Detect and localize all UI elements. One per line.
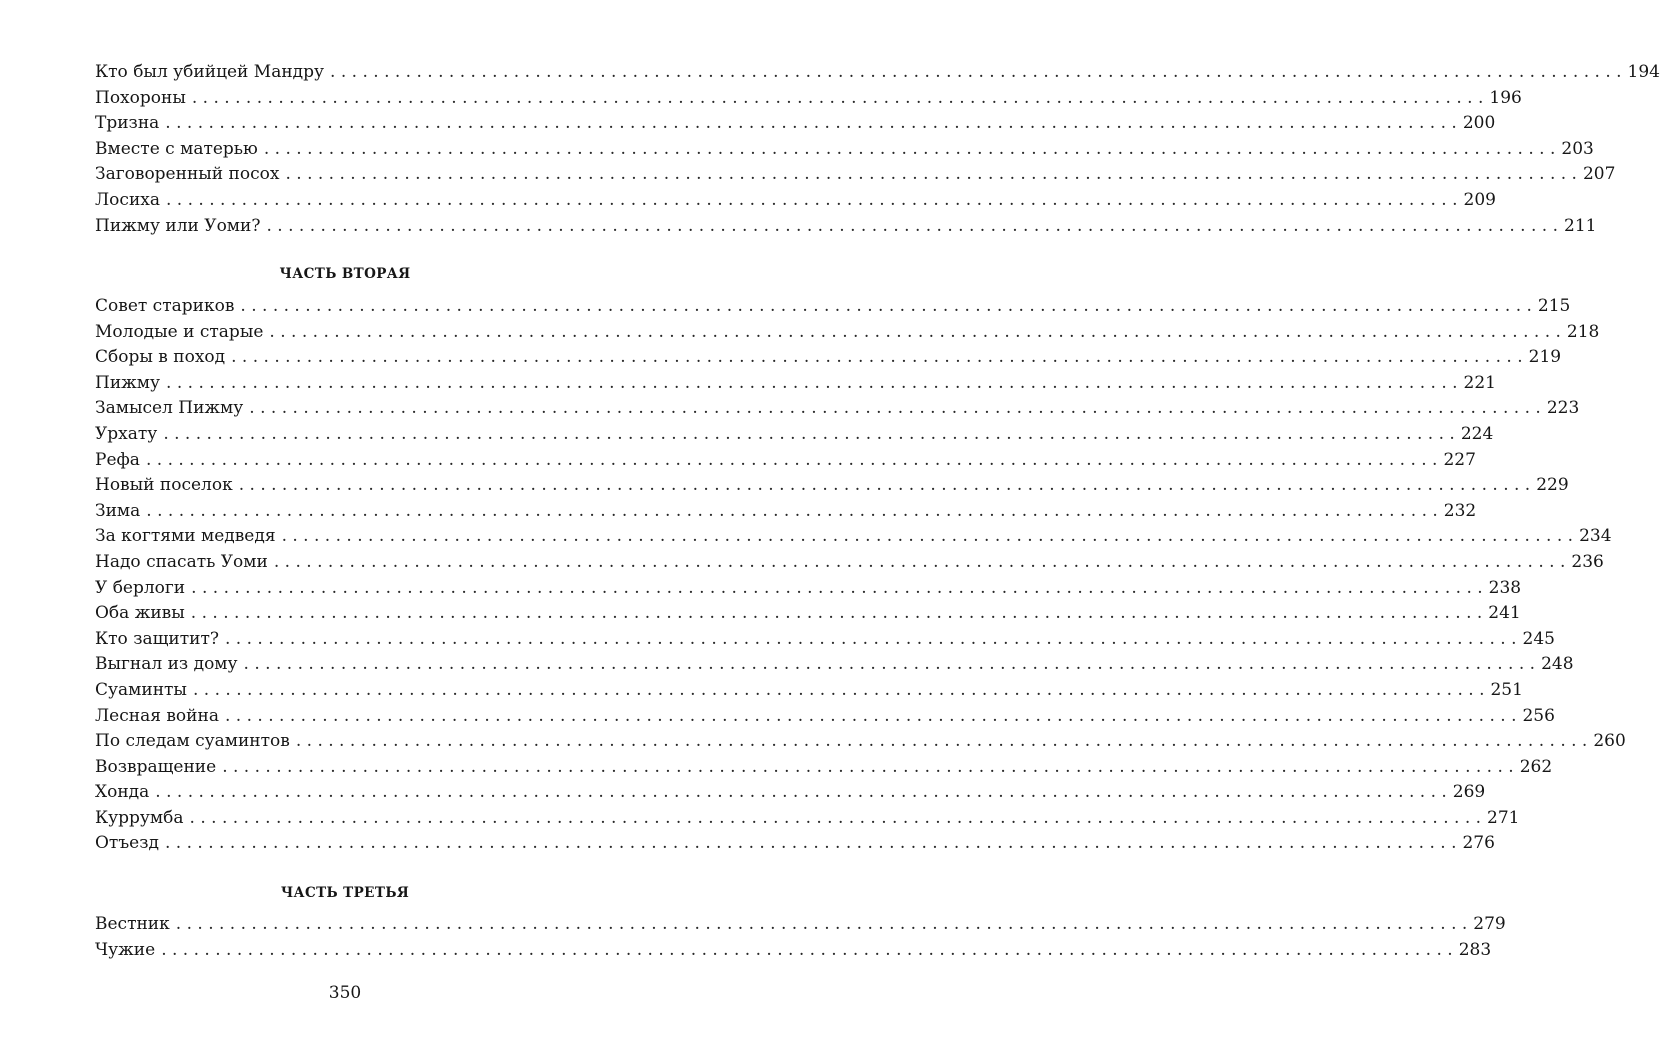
toc-entry (95, 524, 1612, 550)
dot-leader: . . . . . . . . . . . . . . . . . . . . . . . . . . . . . . . . . . . . . . . . . . . . . . . . . . . . . . . . . . . . . . . . . . . . . . . . . . . . . . . . . . . . . . . . . . . . . . . . . . . . . . . . . . . . . . . . . . . . . . . . (231, 347, 1523, 368)
entry-page-number: 229 (1536, 475, 1569, 496)
entry-page-number: 209 (1463, 189, 1496, 210)
entry-title: Куррумба (95, 807, 184, 828)
toc-entry (95, 371, 1496, 397)
toc-entry (95, 601, 1521, 627)
entry-title: Совет стариков (95, 296, 235, 316)
entry-page-number: 279 (1473, 914, 1506, 934)
dot-leader: . . . . . . . . . . . . . . . . . . . . . . . . . . . . . . . . . . . . . . . . . . . . . . . . . . . . . . . . . . . . . . . . . . . . . . . . . . . . . . . . . . . . . . . . . . . . . . . . . . . . . . . . . . . . . . . . . . . . . . . . (273, 551, 1566, 572)
entry-title: Хонда (95, 782, 150, 803)
toc-entry (95, 938, 1492, 964)
dot-leader: . . . . . . . . . . . . . . . . . . . . . . . . . . . . . . . . . . . . . . . . . . . . . . . . . . . . . . . . . . . . . . . . . . . . . . . . . . . . . . . . . . . . . . . . . . . . . . . . . . . . . . . . . . . . . . . . . . . . . . . . (243, 654, 1536, 675)
toc-entry (95, 294, 1571, 320)
toc-entry (95, 652, 1574, 678)
toc-entry (95, 345, 1562, 371)
entry-page-number: 223 (1546, 398, 1580, 419)
dot-leader: . . . . . . . . . . . . . . . . . . . . . . . . . . . . . . . . . . . . . . . . . . . . . . . . . . . . . . . . . . . . . . . . . . . . . . . . . . . . . . . . . . . . . . . . . . . . . . . . . . . . . . . . . . . . . . . . . . . . . . . . (225, 628, 1517, 649)
entry-page-number: 283 (1458, 939, 1492, 960)
toc-entry (95, 729, 1626, 755)
toc-entry (95, 214, 1597, 240)
entry-page-number: 271 (1487, 807, 1520, 828)
entry-page-number: 245 (1522, 628, 1555, 649)
toc-entry (95, 188, 1496, 214)
entry-page-number: 224 (1460, 423, 1494, 444)
entry-title: Замысел Пижму (95, 398, 244, 419)
toc-entry (95, 678, 1523, 704)
dot-leader: . . . . . . . . . . . . . . . . . . . . . . . . . . . . . . . . . . . . . . . . . . . . . . . . . . . . . . . . . . . . . . . . . . . . . . . . . . . . . . . . . . . . . . . . . . . . . . . . . . . . . . . . . . . . . . . . . . . . . . . . (146, 500, 1438, 521)
dot-leader: . . . . . . . . . . . . . . . . . . . . . . . . . . . . . . . . . . . . . . . . . . . . . . . . . . . . . . . . . . . . . . . . . . . . . . . . . . . . . . . . . . . . . . . . . . . . . . . . . . . . . . . . . . . . . . . . . . . . . . . . (155, 782, 1447, 803)
toc-entry (95, 780, 1486, 806)
entry-title: Оба живы (95, 603, 185, 624)
dot-leader: . . . . . . . . . . . . . . . . . . . . . . . . . . . . . . . . . . . . . . . . . . . . . . . . . . . . . . . . . . . . . . . . . . . . . . . . . . . . . . . . . . . . . . . . . . . . . . . . . . . . . . . . . . . . . . . . . . . . . . . . (166, 189, 1458, 210)
entry-page-number: 241 (1488, 603, 1521, 624)
dot-leader: . . . . . . . . . . . . . . . . . . . . . . . . . . . . . . . . . . . . . . . . . . . . . . . . . . . . . . . . . . . . . . . . . . . . . . . . . . . . . . . . . . . . . . . . . . . . . . . . . . . . . . . . . . . . . . . . . . . . . . . . (238, 475, 1531, 496)
entry-page-number: 215 (1537, 296, 1571, 316)
toc-part-one-tail (95, 60, 1660, 239)
entry-page-number: 211 (1564, 215, 1597, 236)
toc-entry (95, 499, 1477, 525)
toc-entry (95, 912, 1506, 938)
entry-title: Пижму или Уоми? (95, 215, 261, 236)
dot-leader: . . . . . . . . . . . . . . . . . . . . . . . . . . . . . . . . . . . . . . . . . . . . . . . . . . . . . . . . . . . . . . . . . . . . . . . . . . . . . . . . . . . . . . . . . . . . . . . . . . . . . . . . . . . . . . . . . . . . . . . . (161, 939, 1453, 960)
toc-entry (95, 704, 1555, 730)
entry-page-number: 238 (1488, 577, 1522, 598)
entry-page-number: 221 (1463, 372, 1496, 393)
entry-title: Кто был убийцей Мандру (95, 62, 325, 82)
entry-title: Новый поселок (95, 475, 233, 496)
toc-entry (95, 806, 1520, 832)
dot-leader: . . . . . . . . . . . . . . . . . . . . . . . . . . . . . . . . . . . . . . . . . . . . . . . . . . . . . . . . . . . . . . . . . . . . . . . . . . . . . . . . . . . . . . . . . . . . . . . . . . . . . . . . . . . . . . . . . . . . . . . . (191, 87, 1484, 108)
entry-title: Лосиха (95, 189, 160, 210)
entry-title: У берлоги (95, 577, 186, 598)
entry-title: Вместе с матерью (95, 138, 258, 159)
dot-leader: . . . . . . . . . . . . . . . . . . . . . . . . . . . . . . . . . . . . . . . . . . . . . . . . . . . . . . . . . . . . . . . . . . . . . . . . . . . . . . . . . . . . . . . . . . . . . . . . . . . . . . . . . . . . . . . . . . . . . . . . (190, 603, 1483, 624)
entry-page-number: 218 (1566, 321, 1600, 342)
toc-entry (95, 550, 1604, 576)
toc-entry (95, 755, 1553, 781)
entry-title: Возвращение (95, 756, 217, 777)
entry-page-number: 260 (1593, 731, 1626, 752)
entry-page-number: 262 (1519, 756, 1553, 777)
entry-title: Кто защитит? (95, 628, 219, 649)
dot-leader: . . . . . . . . . . . . . . . . . . . . . . . . . . . . . . . . . . . . . . . . . . . . . . . . . . . . . . . . . . . . . . . . . . . . . . . . . . . . . . . . . . . . . . . . . . . . . . . . . . . . . . . . . . . . . . . . . . . . . . . . (295, 731, 1588, 752)
toc-part-three (95, 912, 1506, 963)
dot-leader: . . . . . . . . . . . . . . . . . . . . . . . . . . . . . . . . . . . . . . . . . . . . . . . . . . . . . . . . . . . . . . . . . . . . . . . . . . . . . . . . . . . . . . . . . . . . . . . . . . . . . . . . . . . . . . . . . . . . . . . . (263, 138, 1556, 159)
entry-page-number: 200 (1462, 113, 1496, 134)
toc-entry (95, 86, 1522, 112)
entry-title: Молодые и старые (95, 321, 264, 342)
entry-page-number: 196 (1489, 87, 1522, 108)
dot-leader: . . . . . . . . . . . . . . . . . . . . . . . . . . . . . . . . . . . . . . . . . . . . . . . . . . . . . . . . . . . . . . . . . . . . . . . . . . . . . . . . . . . . . . . . . . . . . . . . . . . . . . . . . . . . . . . . . . . . . . . . (191, 577, 1483, 598)
part-two-heading: ЧАСТЬ ВТОРАЯ (279, 266, 411, 282)
toc-entry (95, 448, 1476, 474)
dot-leader: . . . . . . . . . . . . . . . . . . . . . . . . . . . . . . . . . . . . . . . . . . . . . . . . . . . . . . . . . . . . . . . . . . . . . . . . . . . . . . . . . . . . . . . . . . . . . . . . . . . . . . . . . . . . . . . . . . . . . . . . (240, 296, 1532, 316)
toc-entry (95, 627, 1555, 653)
dot-leader: . . . . . . . . . . . . . . . . . . . . . . . . . . . . . . . . . . . . . . . . . . . . . . . . . . . . . . . . . . . . . . . . . . . . . . . . . . . . . . . . . . . . . . . . . . . . . . . . . . . . . . . . . . . . . . . . . . . . . . . . (249, 398, 1541, 419)
toc-entry (95, 162, 1616, 188)
dot-leader: . . . . . . . . . . . . . . . . . . . . . . . . . . . . . . . . . . . . . . . . . . . . . . . . . . . . . . . . . . . . . . . . . . . . . . . . . . . . . . . . . . . . . . . . . . . . . . . . . . . . . . . . . . . . . . . . . . . . . . . . (285, 164, 1577, 185)
dot-leader: . . . . . . . . . . . . . . . . . . . . . . . . . . . . . . . . . . . . . . . . . . . . . . . . . . . . . . . . . . . . . . . . . . . . . . . . . . . . . . . . . . . . . . . . . . . . . . . . . . . . . . . . . . . . . . . . . . . . . . . . (175, 914, 1468, 934)
entry-title: Урхату (95, 423, 158, 444)
entry-page-number: 203 (1561, 138, 1594, 159)
toc-entry (95, 111, 1496, 137)
dot-leader: . . . . . . . . . . . . . . . . . . . . . . . . . . . . . . . . . . . . . . . . . . . . . . . . . . . . . . . . . . . . . . . . . . . . . . . . . . . . . . . . . . . . . . . . . . . . . . . . . . . . . . . . . . . . . . . . . . . . . . . . (189, 807, 1482, 828)
dot-leader: . . . . . . . . . . . . . . . . . . . . . . . . . . . . . . . . . . . . . . . . . . . . . . . . . . . . . . . . . . . . . . . . . . . . . . . . . . . . . . . . . . . . . . . . . . . . . . . . . . . . . . . . . . . . . . . . . . . . . . . . (266, 215, 1558, 236)
entry-page-number: 248 (1541, 654, 1574, 675)
toc-entry (95, 576, 1522, 602)
entry-title: За когтями медведя (95, 526, 276, 547)
entry-page-number: 219 (1528, 347, 1562, 368)
entry-title: Рефа (95, 449, 140, 470)
dot-leader: . . . . . . . . . . . . . . . . . . . . . . . . . . . . . . . . . . . . . . . . . . . . . . . . . . . . . . . . . . . . . . . . . . . . . . . . . . . . . . . . . . . . . . . . . . . . . . . . . . . . . . . . . . . . . . . . . . . . . . . . (192, 679, 1485, 700)
toc-entry (95, 60, 1660, 86)
entry-page-number: 227 (1443, 449, 1476, 470)
dot-leader: . . . . . . . . . . . . . . . . . . . . . . . . . . . . . . . . . . . . . . . . . . . . . . . . . . . . . . . . . . . . . . . . . . . . . . . . . . . . . . . . . . . . . . . . . . . . . . . . . . . . . . . . . . . . . . . . . . . . . . . . (269, 321, 1561, 342)
entry-title: Чужие (95, 939, 156, 960)
toc-entry (95, 422, 1494, 448)
entry-page-number: 234 (1579, 526, 1612, 547)
entry-title: Сборы в поход (95, 347, 226, 368)
entry-title: Вестник (95, 914, 170, 934)
toc-entry (95, 473, 1569, 499)
entry-title: Суаминты (95, 679, 187, 700)
toc-entry (95, 320, 1600, 346)
part-three-heading: ЧАСТЬ ТРЕТЬЯ (280, 885, 410, 901)
entry-page-number: 232 (1443, 500, 1477, 521)
entry-title: Выгнал из дому (95, 654, 238, 675)
dot-leader: . . . . . . . . . . . . . . . . . . . . . . . . . . . . . . . . . . . . . . . . . . . . . . . . . . . . . . . . . . . . . . . . . . . . . . . . . . . . . . . . . . . . . . . . . . . . . . . . . . . . . . . . . . . . . . . . . . . . . . . . (224, 705, 1517, 726)
toc-entry (95, 396, 1580, 422)
dot-leader: . . . . . . . . . . . . . . . . . . . . . . . . . . . . . . . . . . . . . . . . . . . . . . . . . . . . . . . . . . . . . . . . . . . . . . . . . . . . . . . . . . . . . . . . . . . . . . . . . . . . . . . . . . . . . . . . . . . . . . . . (281, 526, 1574, 547)
entry-title: Похороны (95, 87, 186, 108)
entry-title: По следам суаминтов (95, 731, 290, 752)
toc-entry (95, 137, 1594, 163)
entry-title: Зима (95, 500, 141, 521)
dot-leader: . . . . . . . . . . . . . . . . . . . . . . . . . . . . . . . . . . . . . . . . . . . . . . . . . . . . . . . . . . . . . . . . . . . . . . . . . . . . . . . . . . . . . . . . . . . . . . . . . . . . . . . . . . . . . . . . . . . . . . . . (165, 113, 1457, 134)
entry-title: Лесная война (95, 705, 219, 726)
dot-leader: . . . . . . . . . . . . . . . . . . . . . . . . . . . . . . . . . . . . . . . . . . . . . . . . . . . . . . . . . . . . . . . . . . . . . . . . . . . . . . . . . . . . . . . . . . . . . . . . . . . . . . . . . . . . . . . . . . . . . . . . (330, 62, 1622, 82)
entry-title: Заговоренный посох (95, 164, 280, 185)
entry-page-number: 256 (1522, 705, 1555, 726)
page-number: 350 (328, 983, 362, 1003)
entry-page-number: 194 (1627, 62, 1660, 82)
dot-leader: . . . . . . . . . . . . . . . . . . . . . . . . . . . . . . . . . . . . . . . . . . . . . . . . . . . . . . . . . . . . . . . . . . . . . . . . . . . . . . . . . . . . . . . . . . . . . . . . . . . . . . . . . . . . . . . . . . . . . . . . (163, 423, 1455, 444)
entry-title: Отъезд (95, 833, 159, 854)
dot-leader: . . . . . . . . . . . . . . . . . . . . . . . . . . . . . . . . . . . . . . . . . . . . . . . . . . . . . . . . . . . . . . . . . . . . . . . . . . . . . . . . . . . . . . . . . . . . . . . . . . . . . . . . . . . . . . . . . . . . . . . . (166, 372, 1458, 393)
entry-title: Тризна (95, 113, 160, 134)
dot-leader: . . . . . . . . . . . . . . . . . . . . . . . . . . . . . . . . . . . . . . . . . . . . . . . . . . . . . . . . . . . . . . . . . . . . . . . . . . . . . . . . . . . . . . . . . . . . . . . . . . . . . . . . . . . . . . . . . . . . . . . . (145, 449, 1438, 470)
dot-leader: . . . . . . . . . . . . . . . . . . . . . . . . . . . . . . . . . . . . . . . . . . . . . . . . . . . . . . . . . . . . . . . . . . . . . . . . . . . . . . . . . . . . . . . . . . . . . . . . . . . . . . . . . . . . . . . . . . . . . . . . (164, 833, 1457, 854)
entry-page-number: 207 (1582, 164, 1616, 185)
toc-part-two (95, 294, 1626, 857)
entry-title: Пижму (95, 372, 161, 393)
entry-page-number: 236 (1571, 551, 1604, 572)
entry-page-number: 251 (1490, 679, 1523, 700)
toc-entry (95, 831, 1495, 857)
entry-title: Надо спасать Уоми (95, 551, 268, 572)
entry-page-number: 276 (1462, 833, 1495, 854)
entry-page-number: 269 (1452, 782, 1486, 803)
dot-leader: . . . . . . . . . . . . . . . . . . . . . . . . . . . . . . . . . . . . . . . . . . . . . . . . . . . . . . . . . . . . . . . . . . . . . . . . . . . . . . . . . . . . . . . . . . . . . . . . . . . . . . . . . . . . . . . . . . . . . . . . (222, 756, 1514, 777)
